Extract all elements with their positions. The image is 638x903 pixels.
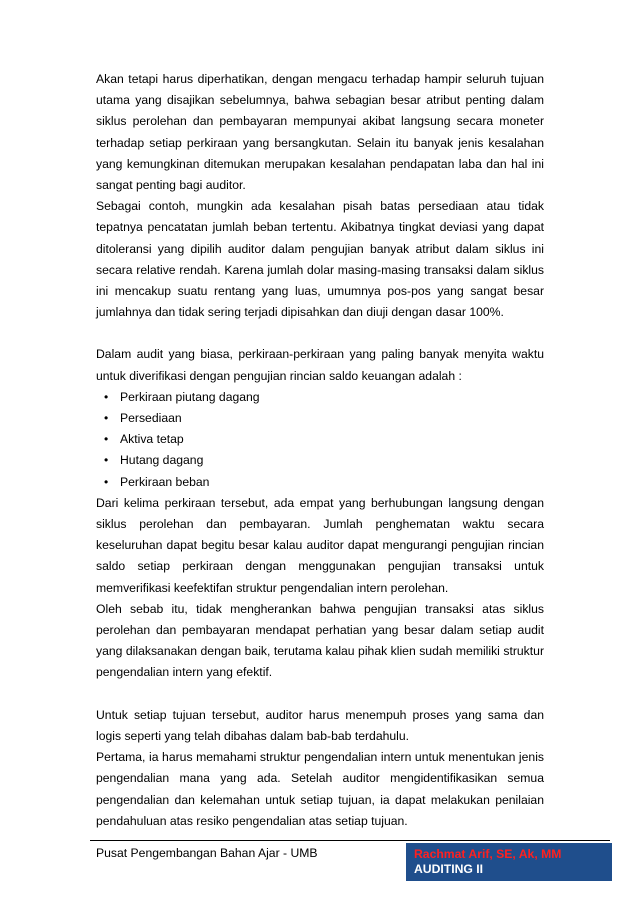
paragraph: Untuk setiap tujuan tersebut, auditor harus menempuh proses yang sama dan logis seperti yang telah dibahas dalam bab-bab terdahulu. <box>96 707 544 743</box>
footer-author: Rachmat Arif, SE, Ak, MM <box>414 847 562 861</box>
list-item: • Hutang dagang <box>96 450 544 471</box>
paragraph: Akan tetapi harus diperhatikan, dengan mengacu terhadap hampir seluruh tujuan utama yang disajikan sebelumnya, bahwa sebagian besar atribut penting dalam siklus perolehan dan pembayaran mempunyai akibat langsung secara moneter terhadap setiap perkiraan yang bersangkutan. Selain itu banyak jenis kesalahan yang kemungkinan ditemukan merupakan kesalahan pendapatan laba dan hal ini sangat penting bagi auditor. <box>96 72 544 193</box>
paragraph: Dari kelima perkiraan tersebut, ada empat yang berhubungan langsung dengan siklus perolehan dan pembayaran. Jumlah penghematan waktu secara keseluruhan dapat begitu besar kalau auditor dapat mengurangi pengujian rincian saldo setiap perkiraan dengan menggunakan pengujian transaksi untuk memverifikasi keefektifan struktur pengendalian intern perolehan. <box>96 495 544 595</box>
list-item: • Perkiraan beban <box>96 472 544 493</box>
bullet-icon: • <box>104 411 109 426</box>
list-item: • Persediaan <box>96 408 544 429</box>
list-item: • Perkiraan piutang dagang <box>96 387 544 408</box>
paragraph: Oleh sebab itu, tidak mengherankan bahwa pengujian transaksi atas siklus perolehan dan pembayaran mendapat perhatian yang besar dalam setiap audit yang dilaksanakan dengan baik, terutama kalau pihak klien sudah memiliki struktur pengendalian intern yang efektif. <box>96 601 544 680</box>
paragraph: Sebagai contoh, mungkin ada kesalahan pisah batas persediaan atau tidak tepatnya pencatatan jumlah beban tertentu. Akibatnya tingkat deviasi yang dapat ditoleransi yang dipilih auditor dalam pengujian banyak atribut dalam siklus ini secara relative rendah. Karena jumlah dolar masing-masing transaksi dalam siklus ini mencakup suatu rentang yang luas, umumnya pos-pos yang sangat besar jumlahnya dan tidak sering terjadi dipisahkan dan diuji dengan dasar 100%. <box>96 199 544 320</box>
bullet-icon: • <box>104 474 109 489</box>
footer-publisher: Pusat Pengembangan Bahan Ajar - UMB <box>96 846 318 860</box>
bullet-icon: • <box>104 453 109 468</box>
list-item: • Aktiva tetap <box>96 429 544 450</box>
bullet-icon: • <box>104 432 109 447</box>
document-body <box>96 69 544 832</box>
footer-divider <box>90 840 610 841</box>
paragraph: Pertama, ia harus memahami struktur pengendalian intern untuk menentukan jenis pengendalian mana yang ada. Setelah auditor mengidentifikasikan semua pengendalian dan kelemahan untuk setiap tujuan, ia dapat melakukan penilaian pendahuluan atas resiko pengendalian atas setiap tujuan. <box>96 750 544 828</box>
bullet-list <box>96 387 544 493</box>
bullet-icon: • <box>104 389 109 404</box>
footer-course: AUDITING II <box>414 862 484 876</box>
paragraph: Dalam audit yang biasa, perkiraan-perkiraan yang paling banyak menyita waktu untuk diverifikasi dengan pengujian rincian saldo keuangan adalah : <box>96 347 544 383</box>
footer-author-box <box>406 843 612 881</box>
